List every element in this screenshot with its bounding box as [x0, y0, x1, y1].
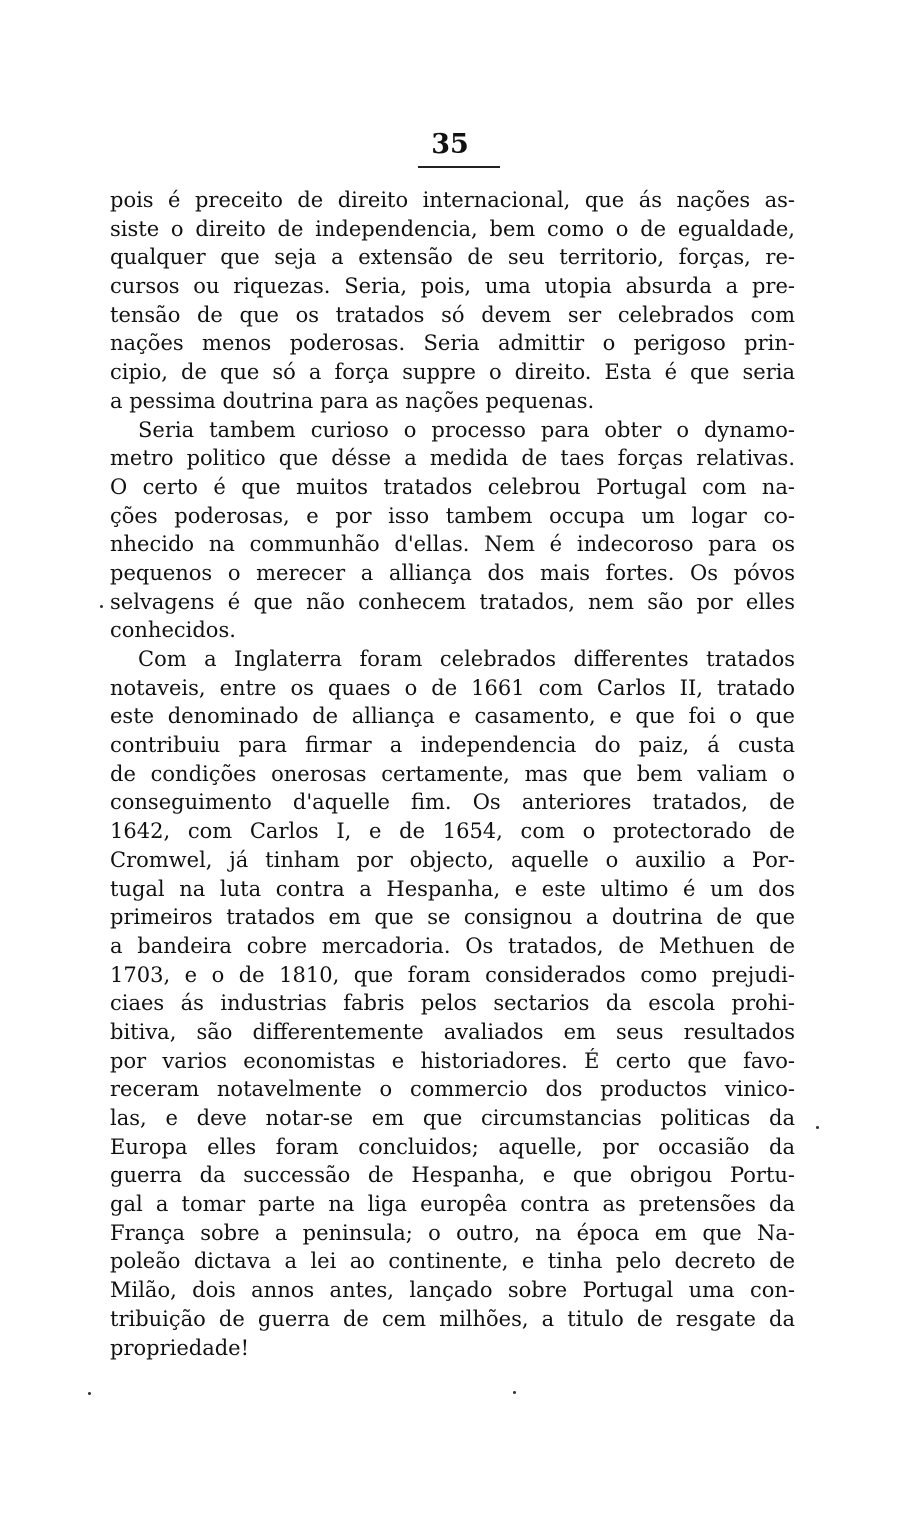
text-line: O certo é que muitos tratados celebrou Portugal com na-: [110, 474, 795, 499]
text-line: Cromwel, já tinham por objecto, aquelle o auxilio a Por-: [110, 847, 795, 872]
text-line: Seria tambem curioso o processo para obter o dynamo-: [138, 417, 795, 442]
text-line: cursos ou riquezas. Seria, pois, uma utopia absurda a pre-: [110, 274, 795, 299]
text-line: notaveis, entre os quaes o de 1661 com Carlos II, tratado: [110, 675, 795, 700]
body-text: [110, 186, 795, 1362]
text-line: primeiros tratados em que se consignou a doutrina de que: [110, 905, 795, 930]
text-line: a bandeira cobre mercadoria. Os tratados, de Methuen de: [110, 933, 795, 958]
print-speck: [513, 1391, 516, 1394]
text-line: este denominado de alliança e casamento, e que foi o que: [110, 704, 795, 729]
text-line: tribuição de guerra de cem milhões, a titulo de resgate da: [110, 1306, 795, 1331]
print-speck: [816, 1126, 819, 1129]
text-line: 1703, e o de 1810, que foram considerados como prejudi-: [110, 962, 795, 987]
text-line: propriedade!: [110, 1335, 250, 1360]
text-line: gal a tomar parte na liga europêa contra as pretensões da: [110, 1192, 795, 1217]
text-line: conhecidos.: [110, 618, 236, 643]
print-speck: [88, 1392, 91, 1395]
page-number-rule: [418, 166, 500, 168]
text-line: selvagens é que não conhecem tratados, nem são por elles: [110, 589, 795, 614]
text-line: nhecido na communhão d'ellas. Nem é indecoroso para os: [110, 532, 795, 557]
text-line: conseguimento d'aquelle fim. Os anteriores tratados, de: [110, 790, 795, 815]
text-line: de condições onerosas certamente, mas que bem valiam o: [110, 761, 795, 786]
text-line: poleão dictava a lei ao continente, e tinha pelo decreto de: [110, 1249, 795, 1274]
text-line: Europa elles foram concluidos; aquelle, por occasião da: [110, 1134, 795, 1159]
text-line: receram notavelmente o commercio dos productos vinico-: [110, 1077, 795, 1102]
text-line: ciaes ás industrias fabris pelos sectarios da escola prohi-: [110, 991, 795, 1016]
text-line: contribuiu para firmar a independencia do paiz, á custa: [110, 733, 795, 758]
text-line: guerra da successão de Hespanha, e que obrigou Portu-: [110, 1163, 795, 1188]
text-line: qualquer que seja a extensão de seu territorio, forças, re-: [110, 245, 795, 270]
print-speck: [100, 605, 103, 608]
text-line: 1642, com Carlos I, e de 1654, com o protectorado de: [110, 819, 795, 844]
text-line: siste o direito de independencia, bem como o de egualdade,: [110, 216, 795, 241]
text-line: por varios economistas e historiadores. É certo que favo-: [110, 1048, 795, 1073]
text-line: pois é preceito de direito internacional, que ás nações as-: [110, 188, 795, 212]
text-line: las, e deve notar-se em que circumstancias politicas da: [110, 1106, 795, 1130]
text-line: França sobre a peninsula; o outro, na época em que Na-: [110, 1220, 795, 1245]
text-line: pequenos o merecer a alliança dos mais fortes. Os póvos: [110, 560, 795, 585]
text-line: cipio, de que só a força suppre o direito. Esta é que seria: [110, 360, 795, 385]
text-line: Milão, dois annos antes, lançado sobre Portugal uma con-: [110, 1278, 795, 1303]
text-line: nações menos poderosas. Seria admittir o perigoso prin-: [110, 331, 795, 356]
text-line: metro politico que désse a medida de taes forças relativas.: [110, 446, 795, 471]
text-line: a pessima doutrina para as nações pequenas.: [110, 388, 595, 413]
text-line: tensão de que os tratados só devem ser celebrados com: [110, 302, 795, 327]
text-line: bitiva, são differentemente avaliados em seus resultados: [110, 1019, 795, 1044]
text-line: Com a Inglaterra foram celebrados differentes tratados: [138, 647, 795, 671]
text-line: tugal na luta contra a Hespanha, e este ultimo é um dos: [110, 876, 795, 901]
text-line: ções poderosas, e por isso tambem occupa um logar co-: [110, 503, 795, 528]
page-number: 35: [431, 129, 469, 160]
